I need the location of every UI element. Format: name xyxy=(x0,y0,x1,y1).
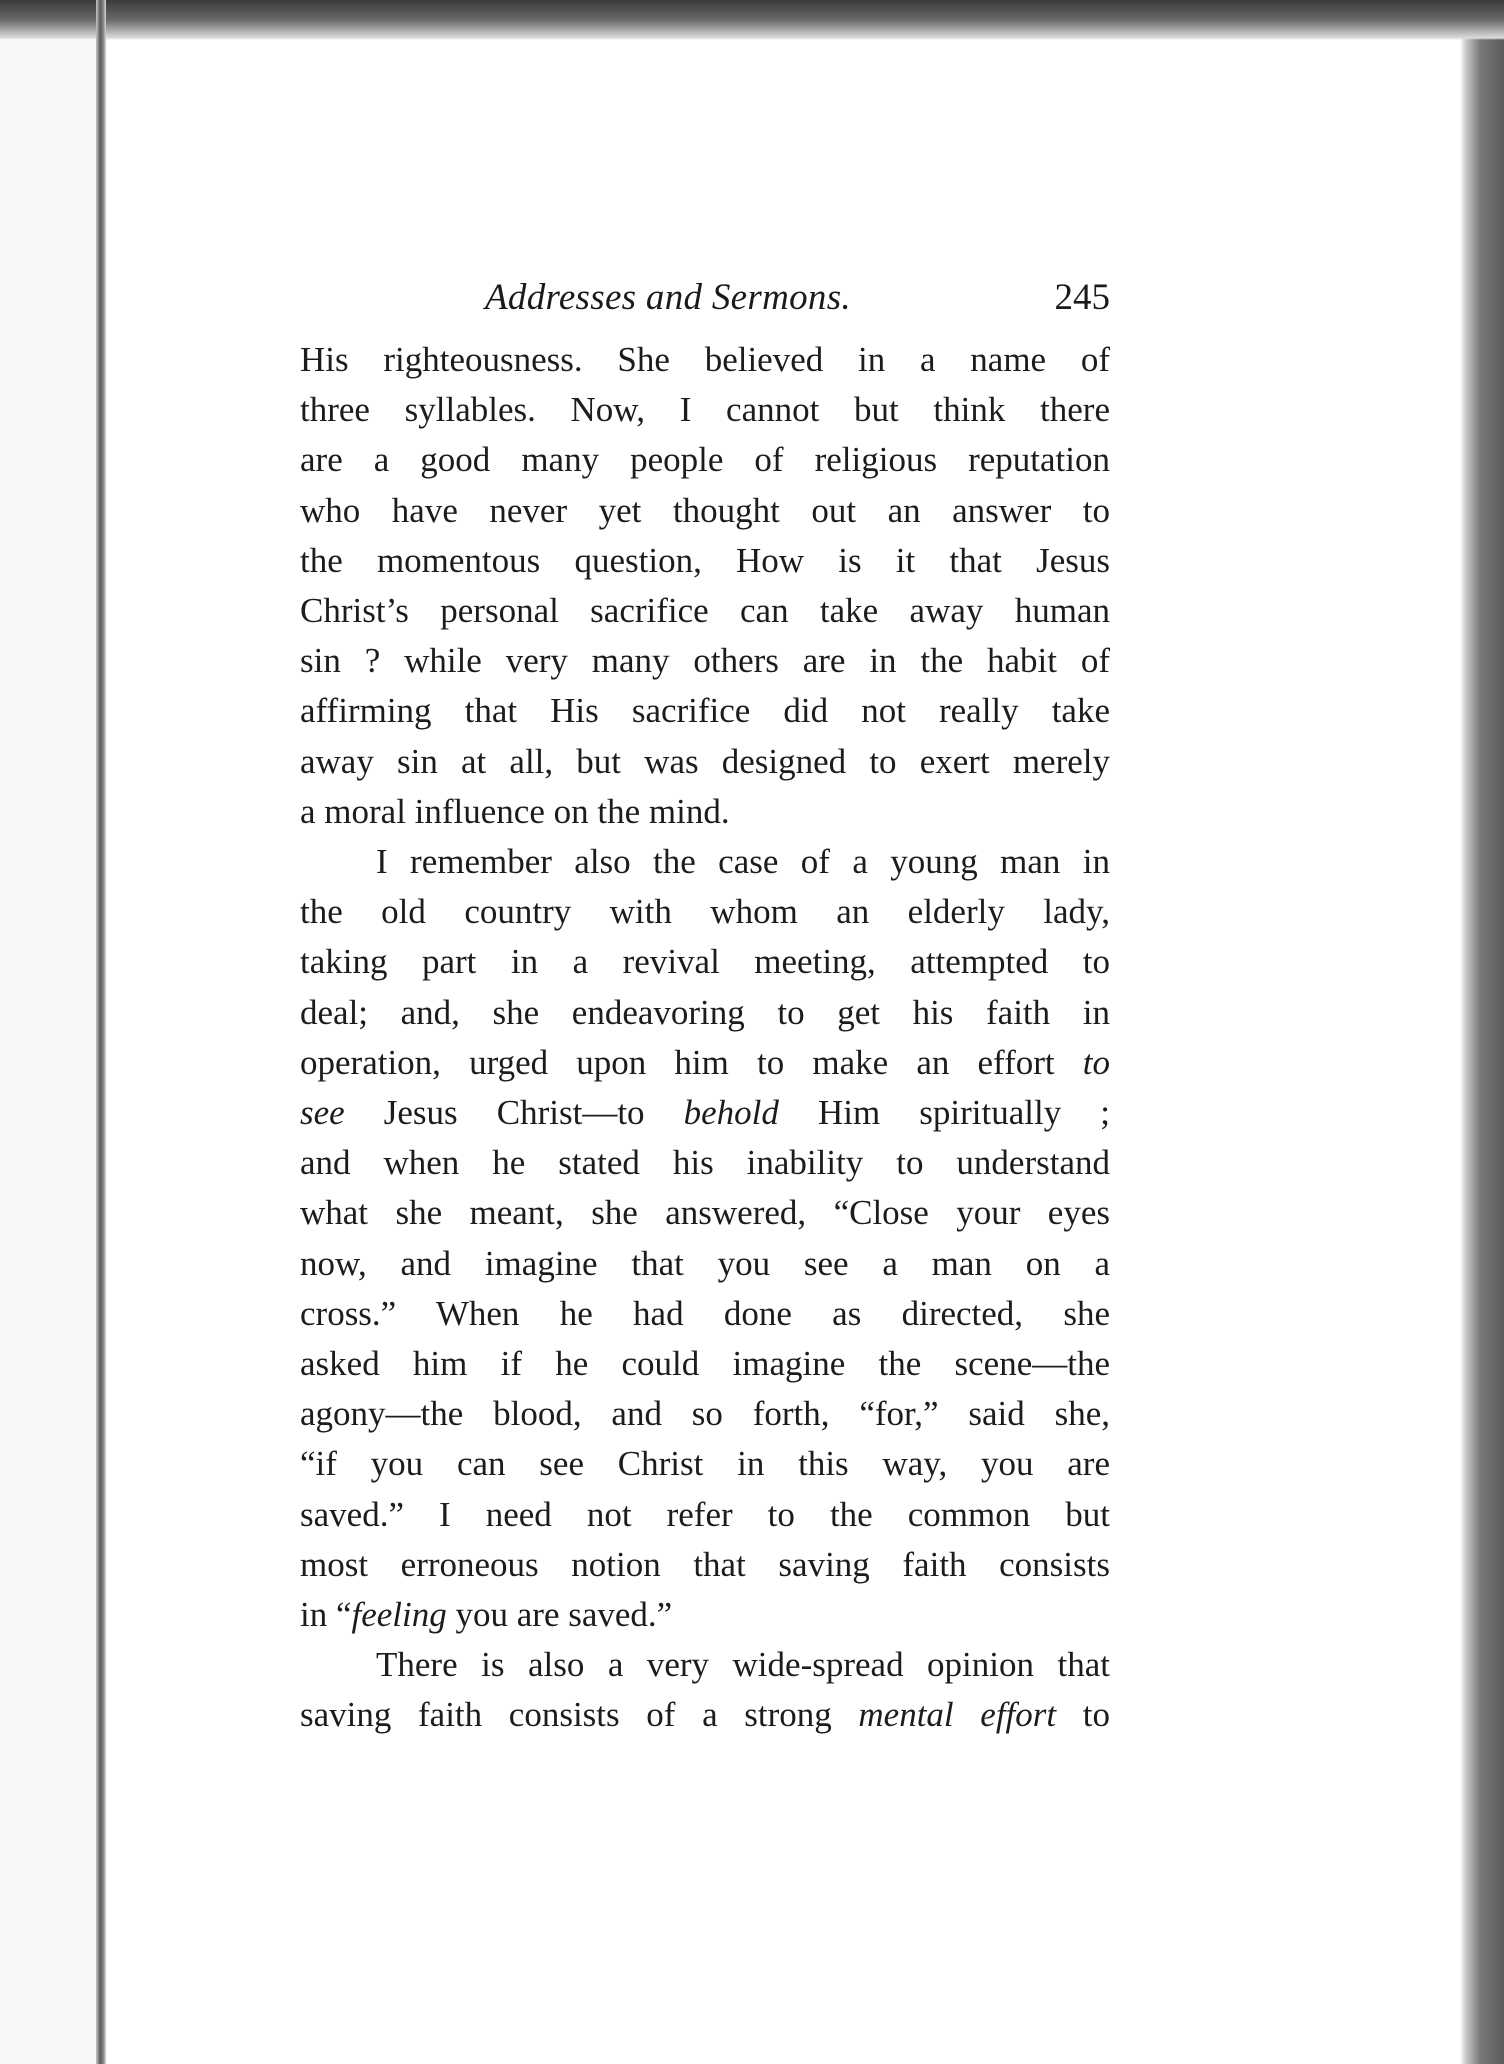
text-span: Jesus Christ—to xyxy=(344,1093,684,1133)
text-span: in “ xyxy=(300,1595,352,1635)
body-text xyxy=(300,335,1110,1741)
text-line xyxy=(300,787,1110,837)
paragraph-3 xyxy=(300,1640,1110,1740)
text-span: and when he stated his inability to understand xyxy=(300,1143,1110,1183)
text-line xyxy=(300,1188,1110,1238)
text-line xyxy=(300,385,1110,435)
text-line xyxy=(300,335,1110,385)
text-span: asked him if he could imagine the scene—the xyxy=(300,1344,1110,1384)
italic-span: see xyxy=(300,1093,345,1133)
text-line xyxy=(300,1439,1110,1489)
facing-page-margin xyxy=(0,40,96,2064)
text-line xyxy=(300,837,1110,887)
page-header xyxy=(300,268,1110,324)
text-span: three syllables. Now, I cannot but think there xyxy=(300,390,1110,430)
text-span: who have never yet thought out an answer to xyxy=(300,490,1110,530)
text-span: a moral influence on the mind. xyxy=(300,791,730,831)
text-line xyxy=(300,636,1110,686)
text-span: cross.” When he had done as directed, she xyxy=(300,1293,1110,1333)
text-line xyxy=(300,1339,1110,1389)
text-span: There is also a very wide-spread opinion that xyxy=(376,1645,1110,1685)
text-span: His righteousness. She believed in a name of xyxy=(300,340,1110,379)
text-span: sin ? while very many others are in the habit of xyxy=(300,641,1110,681)
text-span: operation, urged upon him to make an effort xyxy=(300,1042,1083,1082)
text-line xyxy=(300,536,1110,586)
binding-gutter xyxy=(96,0,106,2064)
text-span: now, and imagine that you see a man on a xyxy=(300,1243,1110,1283)
text-span: agony—the blood, and so forth, “for,” said she, xyxy=(300,1394,1110,1434)
text-line xyxy=(300,887,1110,937)
italic-span: behold xyxy=(683,1093,779,1133)
text-line xyxy=(300,1138,1110,1188)
text-line xyxy=(300,937,1110,987)
page-top-edge xyxy=(0,0,1504,40)
text-span: Him spiritually ; xyxy=(778,1093,1110,1133)
text-line xyxy=(300,1389,1110,1439)
italic-span: mental effort xyxy=(858,1695,1057,1735)
text-span: Christ’s personal sacrifice can take away human xyxy=(300,591,1110,631)
text-line xyxy=(300,1690,1110,1740)
paragraph-2 xyxy=(300,837,1110,1640)
text-span: taking part in a revival meeting, attempted to xyxy=(300,942,1110,982)
text-line xyxy=(300,1239,1110,1289)
italic-span: feeling xyxy=(351,1595,447,1635)
text-line xyxy=(300,1540,1110,1590)
text-span: deal; and, she endeavoring to get his faith in xyxy=(300,992,1110,1032)
text-line xyxy=(300,1038,1110,1088)
text-line xyxy=(300,988,1110,1038)
text-span: the momentous question, How is it that Jesus xyxy=(300,540,1110,580)
text-span: saved.” I need not refer to the common but xyxy=(300,1494,1110,1534)
paragraph-1 xyxy=(300,335,1110,837)
running-title: Addresses and Sermons. xyxy=(485,277,851,318)
text-line xyxy=(300,737,1110,787)
text-line xyxy=(300,686,1110,736)
text-line xyxy=(300,435,1110,485)
text-span: I remember also the case of a young man in xyxy=(376,842,1110,882)
text-span: the old country with whom an elderly lady, xyxy=(300,892,1110,932)
text-line xyxy=(300,1088,1110,1138)
text-span: away sin at all, but was designed to exert merely xyxy=(300,741,1110,781)
text-span: to xyxy=(1056,1695,1110,1735)
text-line xyxy=(300,1640,1110,1690)
text-span: are a good many people of religious reputation xyxy=(300,440,1110,480)
page-number: 245 xyxy=(1054,277,1110,318)
text-line xyxy=(300,486,1110,536)
text-line xyxy=(300,1590,1110,1640)
text-span: affirming that His sacrifice did not really take xyxy=(300,691,1110,731)
text-span: “if you can see Christ in this way, you are xyxy=(300,1444,1110,1484)
text-line xyxy=(300,1289,1110,1339)
text-span: you are saved.” xyxy=(446,1595,673,1635)
text-span: most erroneous notion that saving faith consists xyxy=(300,1544,1110,1584)
text-line xyxy=(300,586,1110,636)
text-span: what she meant, she answered, “Close your eyes xyxy=(300,1193,1110,1233)
text-line xyxy=(300,1490,1110,1540)
italic-span: to xyxy=(1082,1042,1110,1082)
text-span: saving faith consists of a strong xyxy=(300,1695,859,1735)
